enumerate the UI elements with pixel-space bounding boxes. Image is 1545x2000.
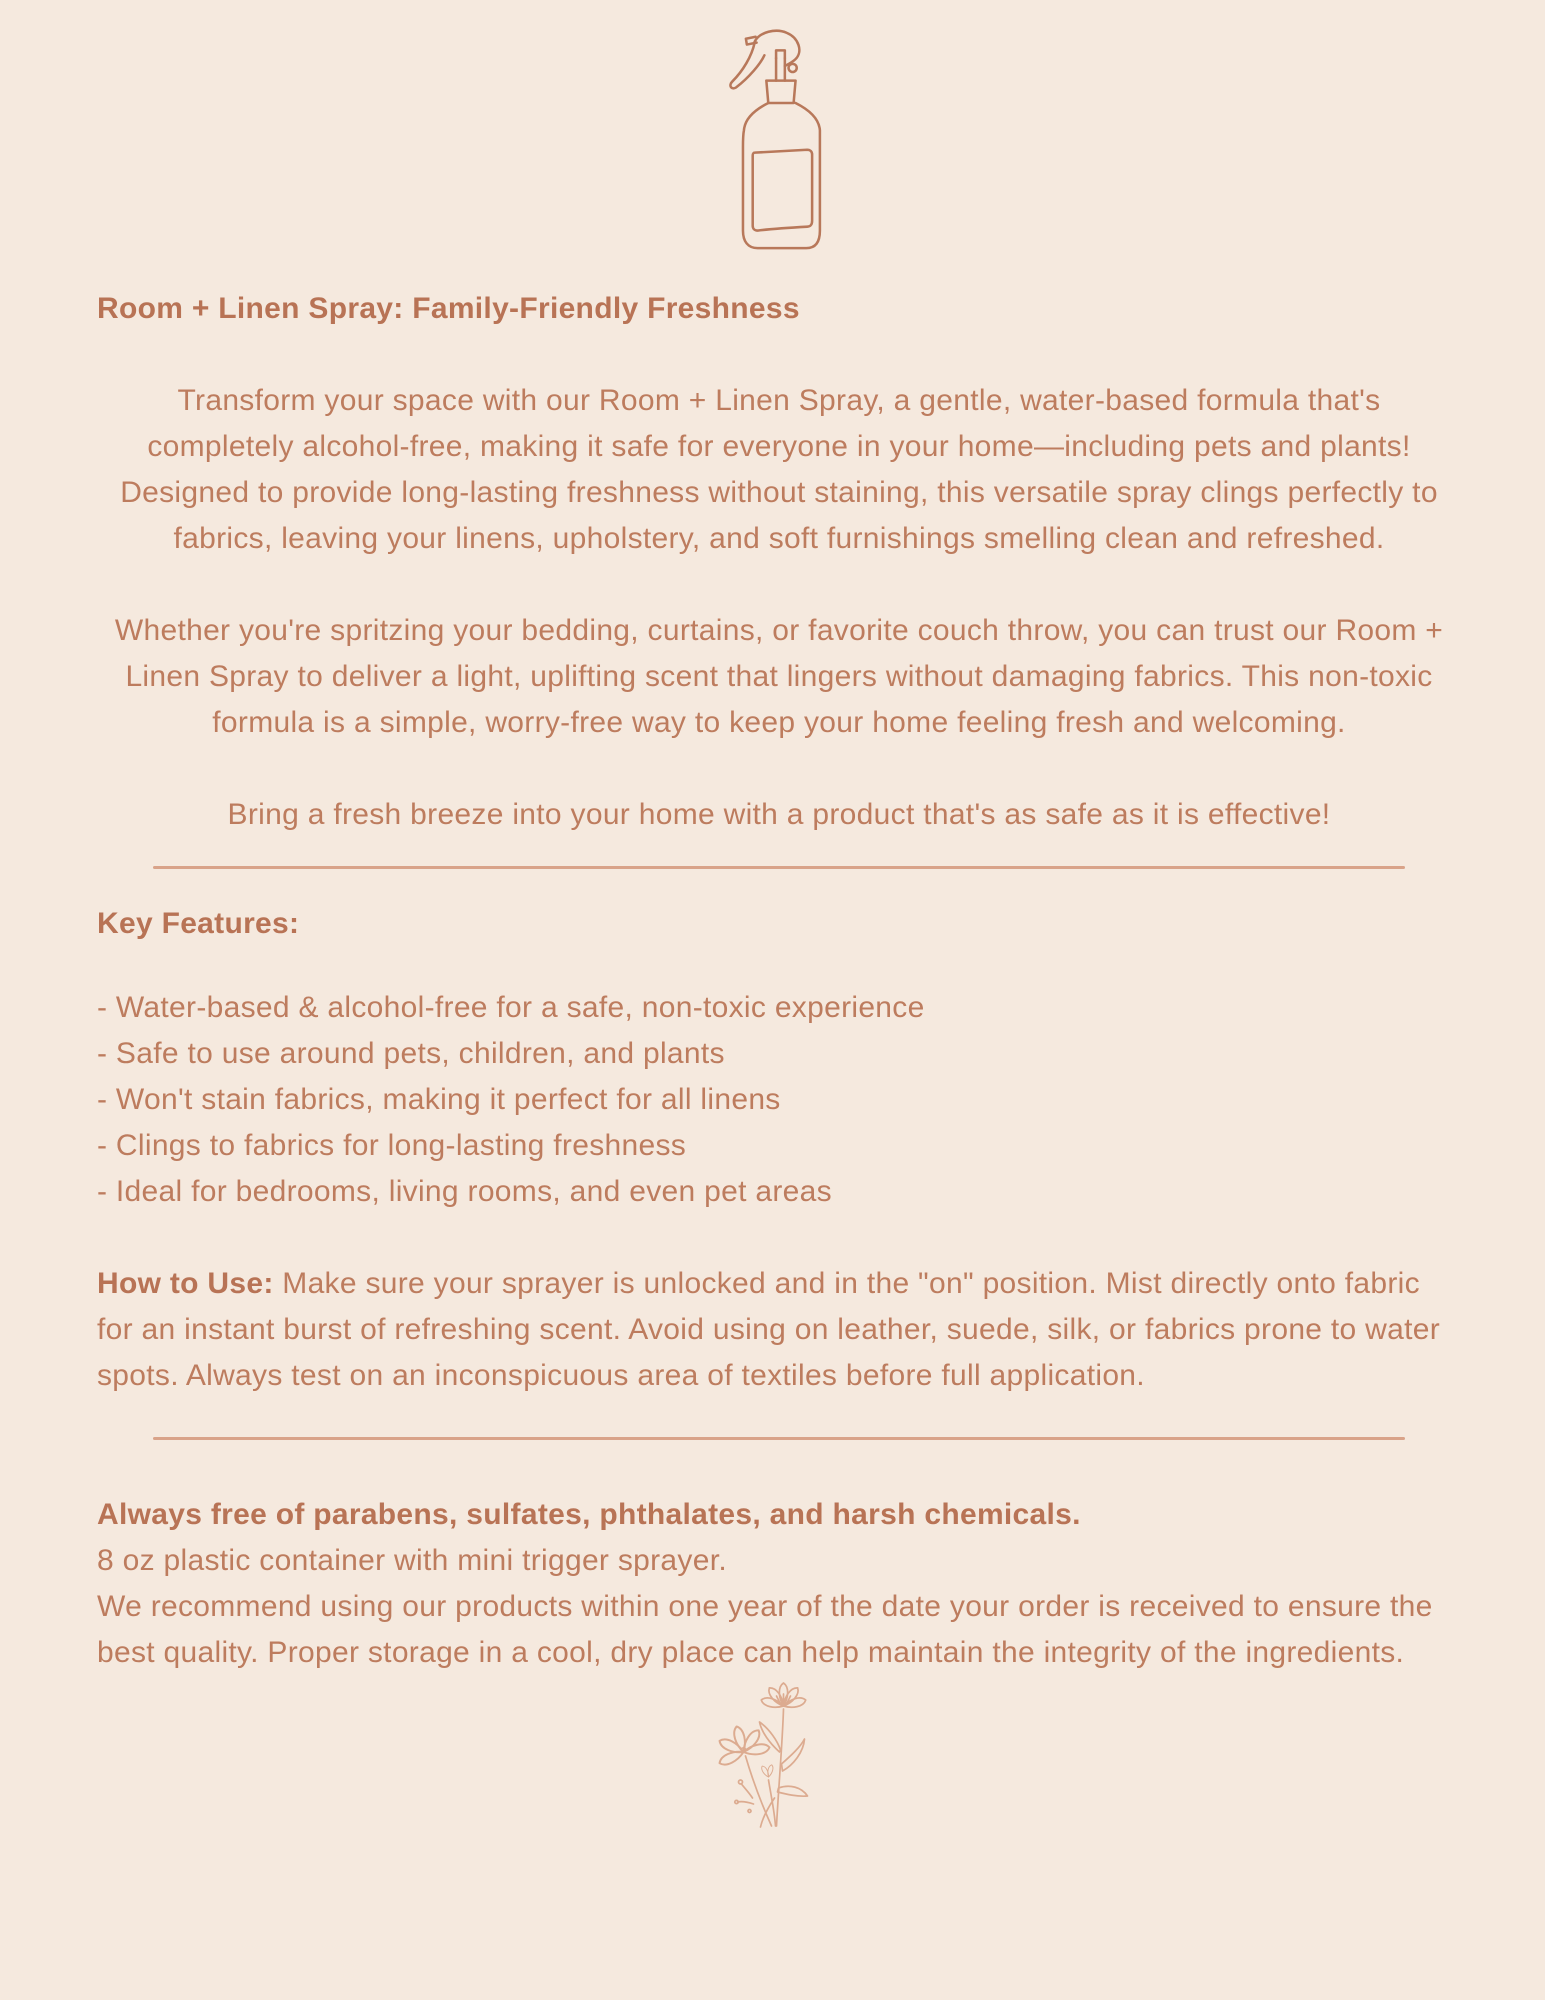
how-to-use-text: Make sure your sprayer is unlocked and in the "on" position. Mist directly onto fabric for an instant burst of refreshing scent. Avoid using on leather, suede, silk, or fabrics prone to water spots. Always test on an inconspicuous area of textiles before full application.: [97, 1267, 1441, 1392]
free-of-line: Always free of parabens, sulfates, phthalates, and harsh chemicals.: [97, 1498, 1081, 1531]
feature-item-3: - Won't stain fabrics, making it perfect for all linens: [97, 1083, 781, 1116]
key-features-heading: Key Features:: [97, 907, 300, 940]
intro-paragraph-2: Whether you're spritzing your bedding, curtains, or favorite couch throw, you can trust our Room + Linen Spray to deliver a light, uplifting scent that lingers without damaging fabrics. This non-toxic formula is a simple, worry-free way to keep your home feeling fresh and welcoming.: [114, 614, 1444, 739]
product-details-footer: [97, 1492, 1461, 1676]
how-to-use-paragraph: [97, 1261, 1461, 1399]
intro-paragraph-1: Transform your space with our Room + Linen Spray, a gentle, water-based formula that's completely alcohol-free, making it safe for everyone in your home—including pets and plants! Designed to provide long-lasting freshness without staining, this versatile spray clings perfectly to fabrics, leaving your linens, upholstery, and soft furnishings smelling clean and refreshed.: [120, 384, 1438, 555]
flower-stem-left: [746, 1756, 772, 1826]
divider-top: [153, 866, 1405, 869]
flower-blade-leaf: [761, 1798, 775, 1827]
wildflower-illustration: [97, 1680, 1461, 1830]
spray-bottle-illustration: [97, 28, 1461, 252]
feature-item-4: - Clings to fabrics for long-lasting freshness: [97, 1129, 687, 1162]
divider-bottom: [153, 1437, 1405, 1440]
container-line: 8 oz plastic container with mini trigger sprayer.: [97, 1544, 727, 1577]
feature-item-5: - Ideal for bedrooms, living rooms, and even pet areas: [97, 1175, 832, 1208]
bottle-trigger-lever: [730, 43, 764, 89]
recommendation-line: We recommend using our products within one year of the date your order is received to ensure the best quality. Proper storage in a cool, dry place can help maintain the integrity of the ingredients.: [97, 1590, 1433, 1669]
feature-item-2: - Safe to use around pets, children, and plants: [97, 1037, 725, 1070]
feature-item-1: - Water-based & alcohol-free for a safe, non-toxic experience: [97, 991, 925, 1024]
flower-leaf-lower-right: [778, 1786, 808, 1796]
how-to-use-label: How to Use:: [97, 1267, 274, 1300]
wildflower-icon: [716, 1680, 842, 1830]
tagline: Bring a fresh breeze into your home with a product that's as safe as it is effective!: [227, 798, 1331, 831]
key-features-list: [97, 985, 1461, 1215]
spray-bottle-icon: [725, 28, 833, 252]
flower-bud: [760, 1764, 774, 1778]
bottle-label: [753, 150, 812, 231]
bottle-cap-collar: [766, 81, 795, 103]
flower-leaf-right: [782, 1739, 805, 1771]
flower-blossom-right: [760, 1683, 807, 1710]
page-title: Room + Linen Spray: Family-Friendly Freshness: [97, 292, 800, 325]
